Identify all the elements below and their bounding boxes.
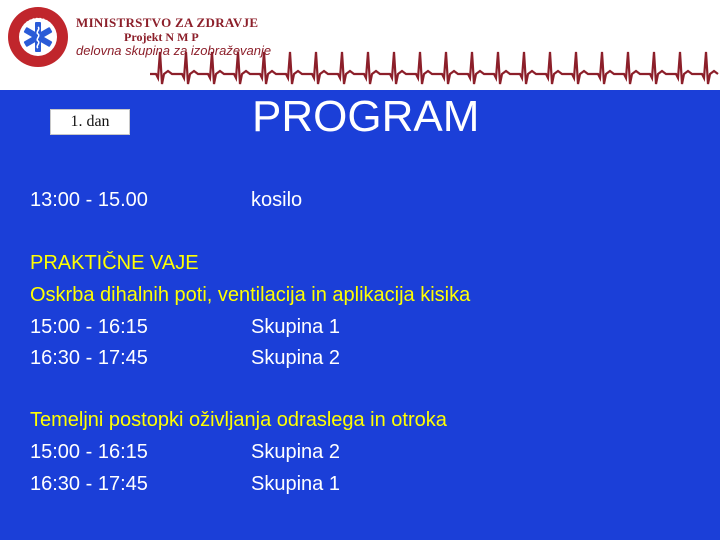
block1-row1-time: 15:00 - 16:15 bbox=[30, 316, 148, 338]
page-title: PROGRAM bbox=[252, 92, 480, 141]
working-group-name: delovna skupina za izobraževanje bbox=[76, 43, 272, 58]
block2-row2-group: Skupina 1 bbox=[251, 473, 340, 495]
snmp-logo-icon bbox=[6, 5, 70, 69]
lunch-label: kosilo bbox=[251, 189, 303, 211]
header-banner bbox=[0, 0, 720, 90]
block1-row2-group: Skupina 2 bbox=[251, 347, 340, 369]
day-badge: 1. dan bbox=[50, 109, 130, 135]
block1-row1-group: Skupina 1 bbox=[251, 316, 340, 338]
block2-row1-time: 15:00 - 16:15 bbox=[30, 441, 148, 463]
ecg-trace-icon bbox=[150, 40, 720, 90]
ministry-name: MINISTRSTVO ZA ZDRAVJE bbox=[76, 15, 259, 30]
section-heading: PRAKTIČNE VAJE bbox=[30, 252, 199, 274]
project-name: Projekt N M P bbox=[124, 30, 199, 44]
block1-title: Oskrba dihalnih poti, ventilacija in aplikacija kisika bbox=[30, 284, 471, 306]
block2-title: Temeljni postopki oživljanja odraslega in otroka bbox=[30, 409, 447, 431]
block2-row2-time: 16:30 - 17:45 bbox=[30, 473, 148, 495]
block1-row2-time: 16:30 - 17:45 bbox=[30, 347, 148, 369]
lunch-time: 13:00 - 15.00 bbox=[30, 189, 148, 211]
block2-row1-group: Skupina 2 bbox=[251, 441, 340, 463]
